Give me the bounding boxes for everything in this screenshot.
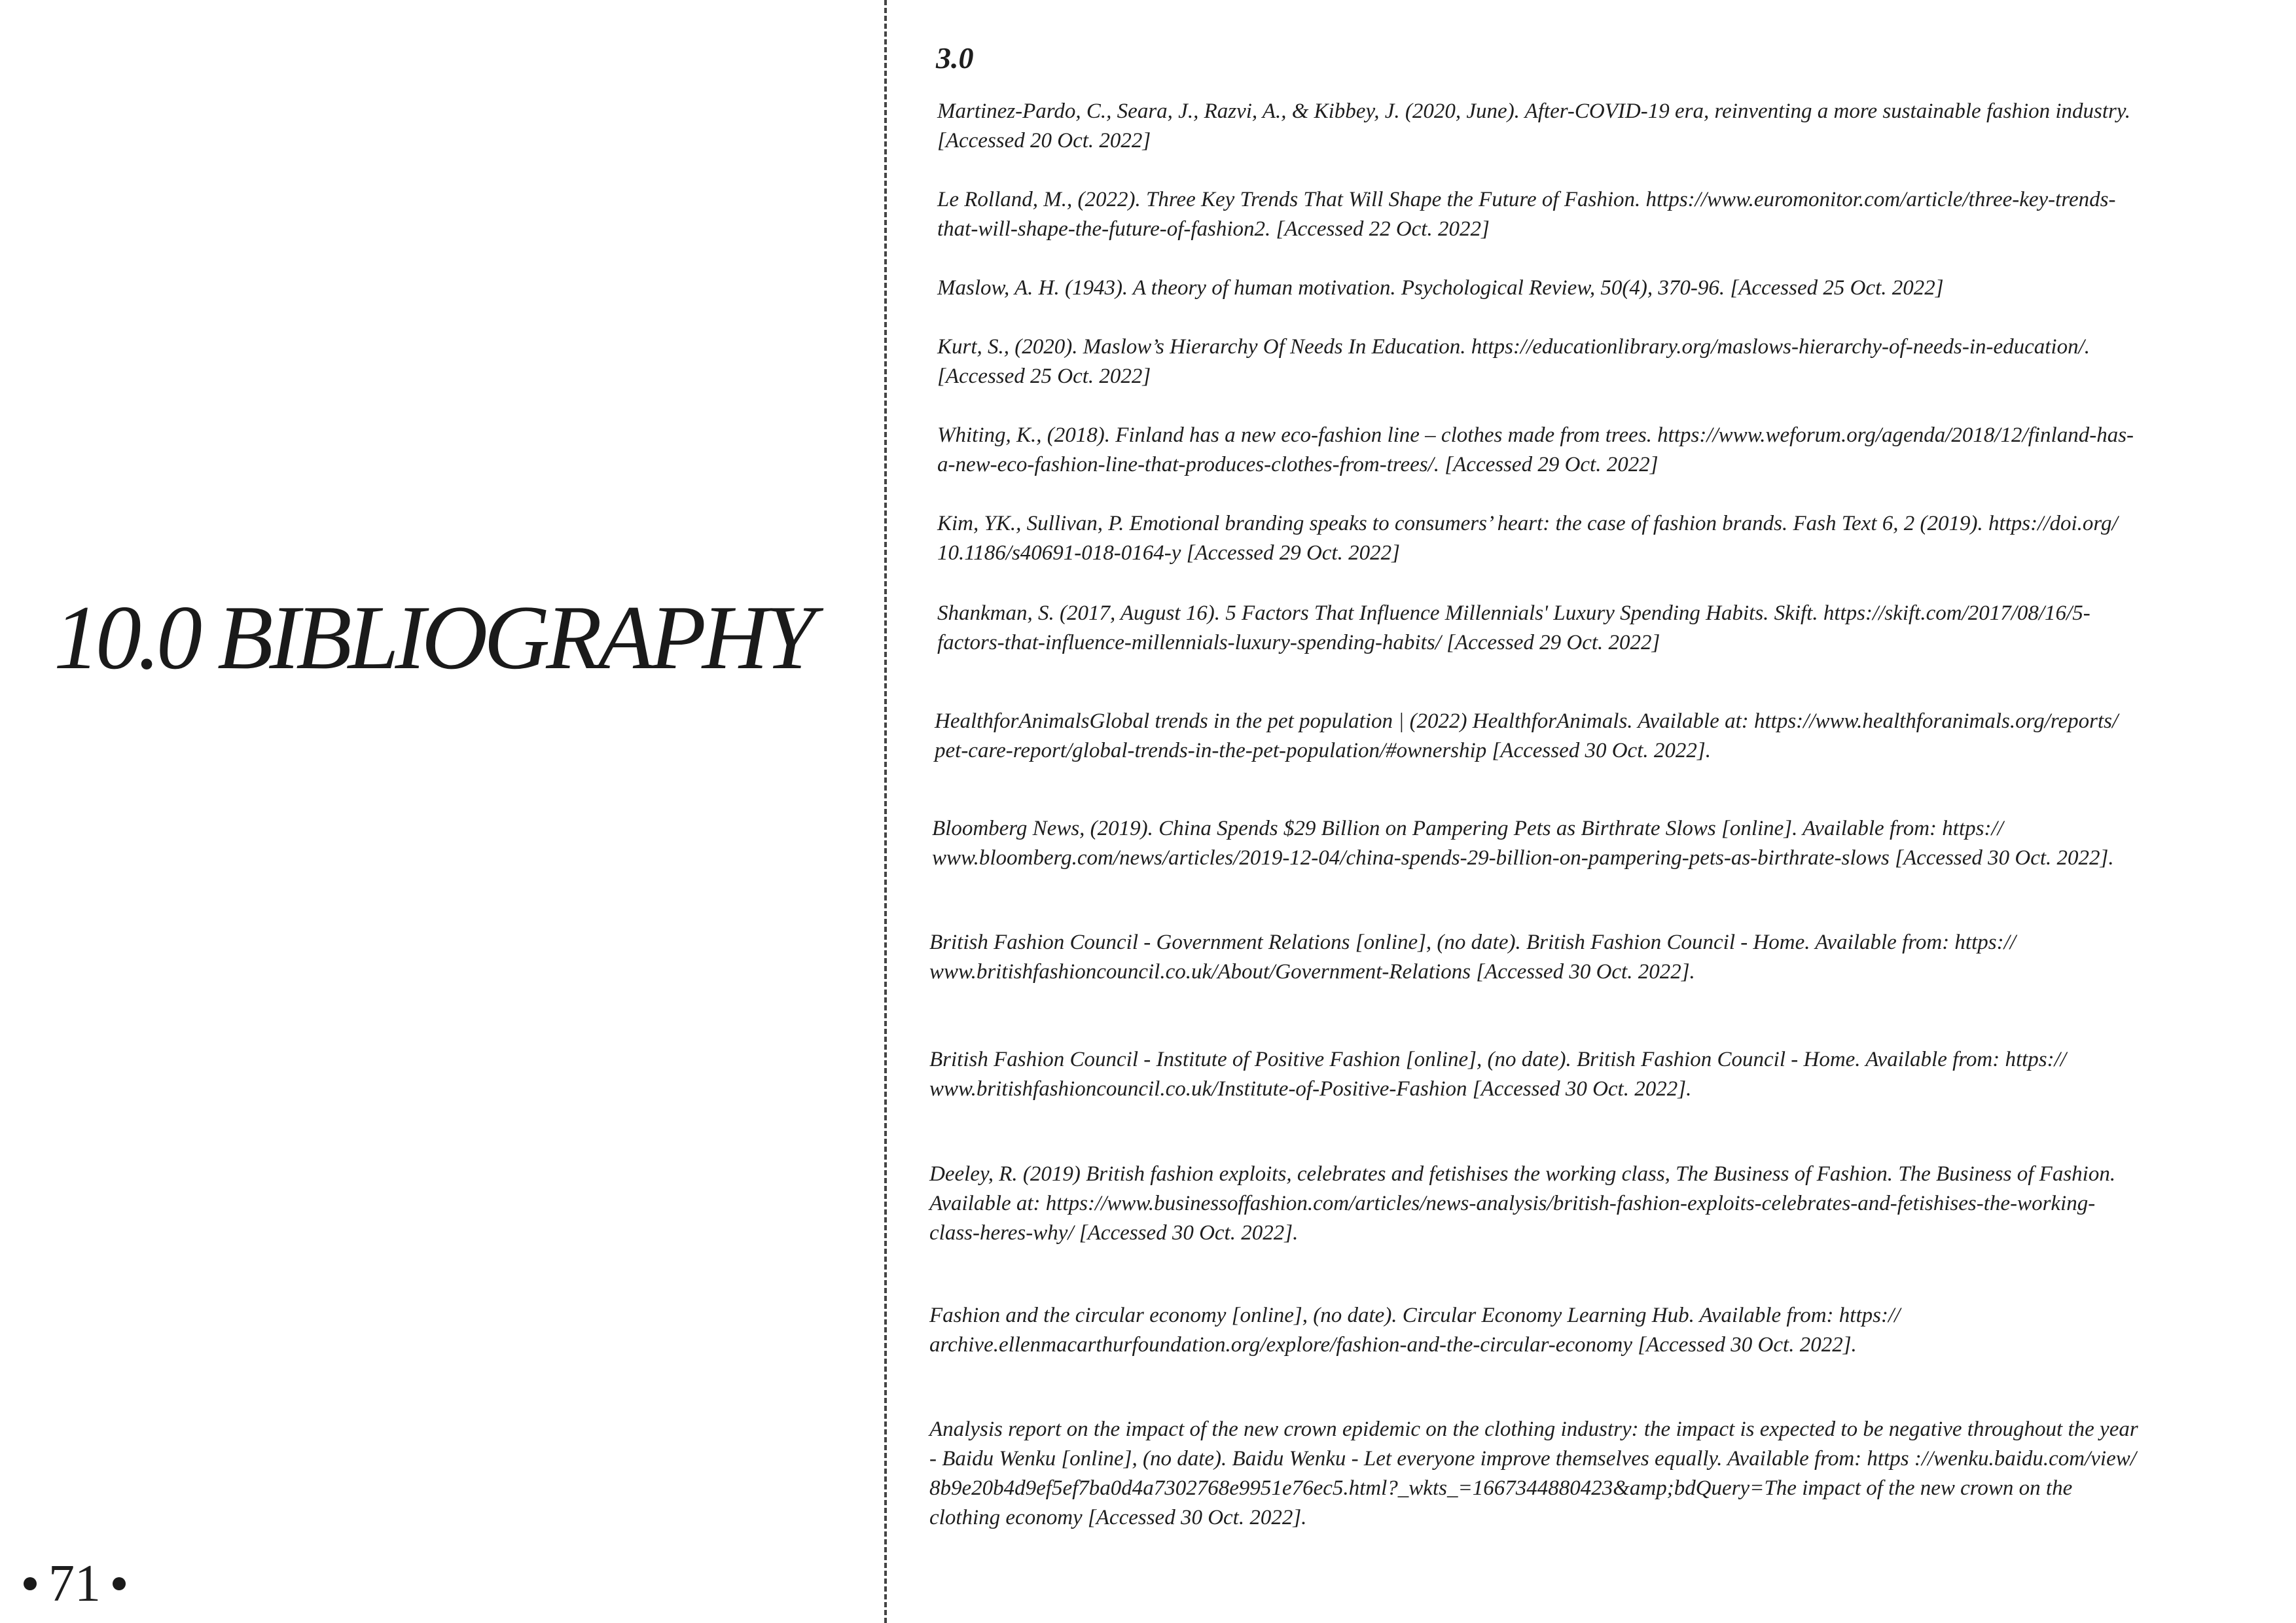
reference-line: Available at: https://www.businessoffashion.com/articles/news-analysis/british-fashion-exploits-celebrates-and-fetishises-the-working- [929,1192,2096,1215]
reference-item [929,1160,2115,1248]
reference-item [932,814,2114,873]
reference-line: 10.1186/s40691-018-0164-y [Accessed 29 Oct. 2022] [937,541,1400,565]
page-title: 10.0 BIBLIOGRAPHY [54,587,812,688]
reference-line: Kim, YK., Sullivan, P. Emotional branding speaks to consumers’ heart: the case of fashion brands. Fash Text 6, 2 (2019). https://doi.org/ [937,512,2118,535]
reference-line: Le Rolland, M., (2022). Three Key Trends That Will Shape the Future of Fashion. https://www.euromonitor.com/article/three-key-trends- [937,188,2116,211]
reference-line: HealthforAnimalsGlobal trends in the pet population | (2022) HealthforAnimals. Available at: https://www.healthforanimals.org/reports/ [935,709,2119,733]
reference-line: Maslow, A. H. (1943). A theory of human motivation. Psychological Review, 50(4), 370-96. [Accessed 25 Oct. 2022] [937,276,1944,300]
reference-line: [Accessed 25 Oct. 2022] [937,365,1151,388]
reference-line: British Fashion Council - Government Relations [online], (no date). British Fashion Council - Home. Available from: https:// [929,931,2016,954]
reference-item [937,509,2118,568]
reference-line: Fashion and the circular economy [online], (no date). Circular Economy Learning Hub. Available from: https:// [929,1304,1901,1327]
reference-line: www.britishfashioncouncil.co.uk/About/Government-Relations [Accessed 30 Oct. 2022]. [929,960,1695,984]
reference-line: Bloomberg News, (2019). China Spends $29 Billion on Pampering Pets as Birthrate Slows [online]. Available from: https:// [932,817,2003,840]
reference-item [935,707,2118,766]
reference-line: class-heres-why/ [Accessed 30 Oct. 2022]. [929,1221,1299,1245]
reference-item [937,599,2090,658]
reference-item [929,1415,2138,1533]
reference-line: Shankman, S. (2017, August 16). 5 Factors That Influence Millennials' Luxury Spending Habits. Skift. https://skift.com/2017/08/16/5- [937,601,2090,625]
reference-item [937,97,2130,156]
reference-line: www.britishfashioncouncil.co.uk/Institute-of-Positive-Fashion [Accessed 30 Oct. 2022]. [929,1077,1692,1101]
reference-line: British Fashion Council - Institute of Positive Fashion [online], (no date). British Fashion Council - Home. Available from: https:// [929,1048,2066,1071]
reference-line: archive.ellenmacarthurfoundation.org/explore/fashion-and-the-circular-economy [Accessed 30 Oct. 2022]. [929,1333,1857,1357]
section-label: 3.0 [936,41,974,75]
reference-item [929,928,2016,987]
reference-line: Kurt, S., (2020). Maslow’s Hierarchy Of Needs In Education. https://educationlibrary.org/maslows-hierarchy-of-needs-in-education/. [937,335,2090,359]
reference-line: www.bloomberg.com/news/articles/2019-12-04/china-spends-29-billion-on-pampering-pets-as-birthrate-slows [Accessed 30 Oct. 2022]. [932,846,2114,870]
reference-line: that-will-shape-the-future-of-fashion2. [Accessed 22 Oct. 2022] [937,217,1490,241]
reference-line: Deeley, R. (2019) British fashion exploits, celebrates and fetishises the working class, The Business of Fashion. The Business of Fashion. [929,1162,2116,1186]
reference-item [937,274,1944,303]
reference-line: a-new-eco-fashion-line-that-produces-clothes-from-trees/. [Accessed 29 Oct. 2022] [937,453,1659,476]
reference-line: - Baidu Wenku [online], (no date). Baidu Wenku - Let everyone improve themselves equally. Available from: https ://wenku.baidu.com/view/ [929,1447,2136,1471]
page-number-text: 71 [48,1555,101,1613]
reference-line: pet-care-report/global-trends-in-the-pet-population/#ownership [Accessed 30 Oct. 2022]. [935,739,1711,762]
reference-line: Martinez-Pardo, C., Seara, J., Razvi, A., & Kibbey, J. (2020, June). After-COVID-19 era, reinventing a more sustainable fashion industry. [937,99,2130,123]
reference-item [937,185,2115,244]
reference-line: [Accessed 20 Oct. 2022] [937,129,1151,152]
reference-item [937,332,2090,391]
reference-line: clothing economy [Accessed 30 Oct. 2022]. [929,1506,1307,1529]
reference-line: Whiting, K., (2018). Finland has a new eco-fashion line – clothes made from trees. https://www.weforum.org/agenda/2018/12/finland-has- [937,423,2134,447]
reference-item [929,1301,1900,1360]
reference-item [937,421,2134,480]
reference-line: 8b9e20b4d9ef5ef7ba0d4a7302768e9951e76ec5.html?_wkts_=1667344880423&amp;bdQuery=The impact of the new crown on the [929,1476,2073,1500]
reference-line: Analysis report on the impact of the new crown epidemic on the clothing industry: the impact is expected to be negative throughout the year [929,1418,2138,1441]
reference-line: factors-that-influence-millennials-luxury-spending-habits/ [Accessed 29 Oct. 2022] [937,631,1660,654]
reference-item [929,1045,2066,1104]
